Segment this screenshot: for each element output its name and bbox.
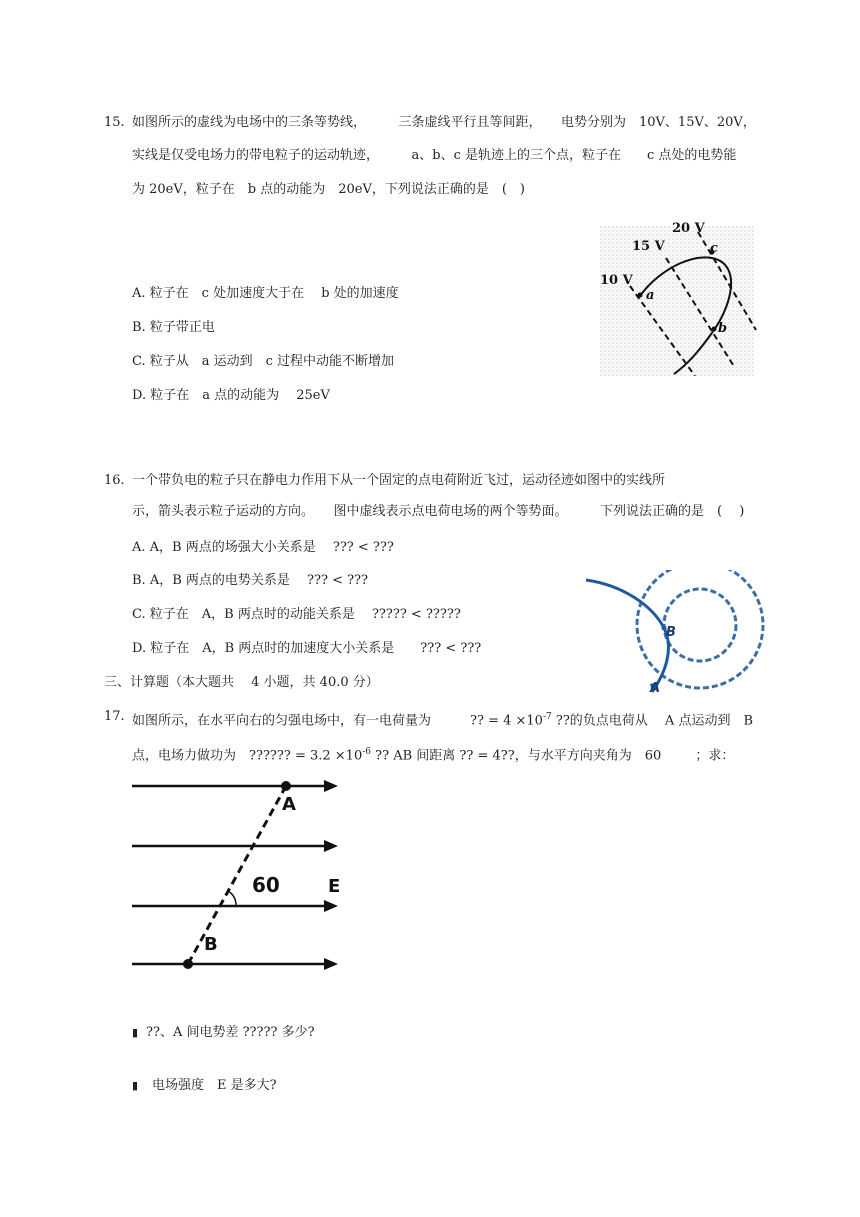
- label-a: A: [650, 681, 661, 695]
- q15-option-d: D. 粒子在 a 点的动能为 25eV: [132, 388, 330, 403]
- q16-option-c: C. 粒子在 A，B 两点时的动能关系是 ????? < ?????: [132, 607, 461, 622]
- q17-stem-line1: [132, 709, 753, 729]
- subq1-marker: ▮: [132, 1026, 139, 1039]
- label-20v: 20 V: [672, 221, 705, 236]
- q17-line1-exponent: -7: [542, 712, 552, 722]
- q15-option-c: C. 粒子从 a 运动到 c 过程中动能不断增加: [132, 354, 395, 369]
- label-a: a: [646, 288, 655, 303]
- q15-stem-line3: 为 20eV，粒子在 b 点的动能为 20eV，下列说法正确的是 ( ): [132, 182, 525, 197]
- q17-line2-exponent: -6: [362, 747, 371, 757]
- label-e: E: [328, 876, 341, 897]
- label-10v: 10 V: [600, 273, 633, 288]
- label-a: A: [282, 794, 296, 815]
- label-c: c: [710, 241, 718, 256]
- q16-option-d: D. 粒子在 A，B 两点时的加速度大小关系是 ??? < ???: [132, 641, 482, 656]
- q15-stem-line2: 实线是仅受电场力的带电粒子的运动轨迹， a、b、c 是轨迹上的三个点，粒子在 c 点处的电势能: [132, 148, 737, 163]
- label-b: B: [204, 934, 218, 955]
- q17-number: 17.: [104, 709, 125, 724]
- q15-stem-line1: 如图所示的虚线为电场中的三条等势线， 三条虚线平行且等间距， 电势分别为 10V、15V、20V，: [132, 115, 756, 130]
- q17-line1-text: 如图所示，在水平向右的匀强电场中，有一电荷量为 ?? = 4 ×10: [132, 713, 543, 729]
- q17-subq1-text: ??、A 间电势差 ????? 多少?: [146, 1025, 315, 1040]
- label-b: B: [666, 625, 676, 640]
- q16-option-b: B. A，B 两点的电势关系是 ??? < ???: [132, 573, 368, 588]
- label-b: b: [718, 321, 728, 336]
- q15-number: 15.: [104, 115, 125, 130]
- q17-subquestion-2: [132, 1078, 277, 1094]
- q17-uniform-field-figure: [128, 774, 358, 974]
- q17-stem-line2: [132, 744, 734, 764]
- section-heading: 三、计算题（本大题共 4 小题，共 40.0 分）: [104, 675, 379, 690]
- q16-equipotential-figure: [582, 570, 772, 695]
- label-15v: 15 V: [632, 239, 665, 254]
- q15-equipotential-figure: [600, 218, 758, 376]
- q17-subquestion-1: [132, 1025, 315, 1041]
- q17-subq2-text: 电场强度 E 是多大?: [152, 1078, 277, 1093]
- subq2-marker: ▮: [132, 1079, 139, 1092]
- q15-option-b: B. 粒子带正电: [132, 320, 215, 335]
- q17-line1-tail: ??的负点电荷从 A 点运动到 B: [551, 713, 753, 729]
- q16-number: 16.: [104, 473, 125, 488]
- q16-option-a: A. A，B 两点的场强大小关系是 ??? < ???: [132, 540, 394, 555]
- q17-line2-text: 点，电场力做功为 ?????? = 3.2 ×10: [132, 748, 363, 764]
- q16-stem-line1: 一个带负电的粒子只在静电力作用下从一个固定的点电荷附近飞过，运动径迹如图中的实线所: [132, 473, 666, 488]
- q17-line2-tail: ?? AB 间距离 ?? = 4??，与水平方向夹角为 60: [371, 748, 662, 764]
- q17-line2-end: ；求：: [695, 748, 735, 764]
- q16-stem-line2: 示，箭头表示粒子运动的方向。 图中虚线表示点电荷电场的两个等势面。 下列说法正确的是 ( ): [132, 504, 745, 519]
- q15-option-a: A. 粒子在 c 处加速度大于在 b 处的加速度: [132, 286, 399, 301]
- label-angle: 60: [252, 873, 280, 897]
